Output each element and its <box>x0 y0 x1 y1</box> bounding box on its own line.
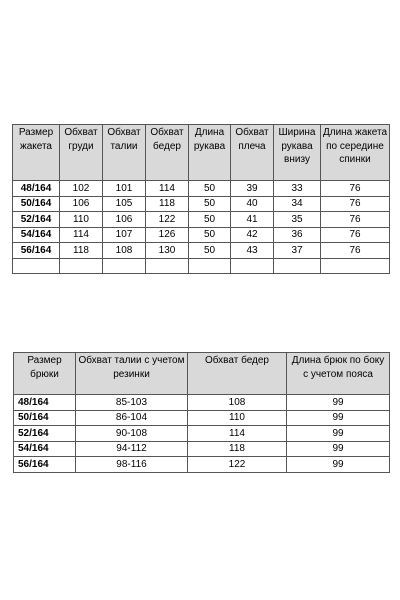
table-row <box>13 227 390 243</box>
table-cell <box>321 258 390 274</box>
table-cell: 37 <box>274 243 321 259</box>
table-cell: 130 <box>146 243 189 259</box>
table-cell: 106 <box>60 196 103 212</box>
size-cell: 54/164 <box>14 441 76 457</box>
size-cell: 48/164 <box>13 181 60 197</box>
table-cell: 76 <box>321 181 390 197</box>
trousers-size-table <box>13 352 390 473</box>
table-cell: 40 <box>231 196 274 212</box>
table-cell: 118 <box>60 243 103 259</box>
jacket-header-size: Размер жакета <box>13 125 60 181</box>
table-cell: 94-112 <box>76 441 188 457</box>
size-cell: 56/164 <box>13 243 60 259</box>
table-cell: 118 <box>188 441 287 457</box>
jacket-size-table <box>12 124 390 274</box>
jacket-header-waist: Обхват талии <box>103 125 146 181</box>
table-cell <box>146 258 189 274</box>
jacket-header-chest: Обхват груди <box>60 125 103 181</box>
table-cell: 126 <box>146 227 189 243</box>
table-cell: 76 <box>321 212 390 228</box>
size-cell: 56/164 <box>14 457 76 473</box>
table-cell: 33 <box>274 181 321 197</box>
table-row <box>14 395 390 411</box>
table-row <box>13 243 390 259</box>
size-cell: 52/164 <box>13 212 60 228</box>
table-cell: 110 <box>188 410 287 426</box>
table-cell: 85-103 <box>76 395 188 411</box>
table-row <box>14 441 390 457</box>
size-cell: 54/164 <box>13 227 60 243</box>
trousers-header-hips: Обхват бедер <box>188 353 287 395</box>
table-cell: 42 <box>231 227 274 243</box>
table-cell: 34 <box>274 196 321 212</box>
table-row <box>14 410 390 426</box>
table-cell: 110 <box>60 212 103 228</box>
table-cell: 76 <box>321 227 390 243</box>
table-cell: 35 <box>274 212 321 228</box>
table-cell: 76 <box>321 196 390 212</box>
size-cell: 52/164 <box>14 426 76 442</box>
table-cell: 50 <box>189 243 231 259</box>
table-cell: 39 <box>231 181 274 197</box>
table-cell: 99 <box>287 441 390 457</box>
table-cell: 107 <box>103 227 146 243</box>
table-cell: 90-108 <box>76 426 188 442</box>
table-cell: 76 <box>321 243 390 259</box>
table-cell: 105 <box>103 196 146 212</box>
table-row <box>14 426 390 442</box>
trousers-header-row <box>14 353 390 395</box>
jacket-header-jacket-length: Длина жакета по середине спинки <box>321 125 390 181</box>
table-cell: 118 <box>146 196 189 212</box>
table-row-empty <box>13 258 390 274</box>
table-cell <box>60 258 103 274</box>
table-cell: 106 <box>103 212 146 228</box>
table-row <box>13 212 390 228</box>
size-cell: 50/164 <box>13 196 60 212</box>
table-cell <box>189 258 231 274</box>
jacket-header-sleeve-width: Ширина рукава внизу <box>274 125 321 181</box>
table-row <box>13 196 390 212</box>
jacket-header-row <box>13 125 390 181</box>
table-cell: 86-104 <box>76 410 188 426</box>
table-cell: 99 <box>287 457 390 473</box>
table-cell: 50 <box>189 196 231 212</box>
jacket-header-shoulder: Обхват плеча <box>231 125 274 181</box>
table-cell: 99 <box>287 426 390 442</box>
trousers-header-size: Размер брюки <box>14 353 76 395</box>
table-cell <box>231 258 274 274</box>
table-cell: 122 <box>188 457 287 473</box>
table-cell: 43 <box>231 243 274 259</box>
jacket-header-sleeve-length: Длина рукава <box>189 125 231 181</box>
table-cell: 108 <box>103 243 146 259</box>
table-cell: 114 <box>146 181 189 197</box>
table-cell <box>103 258 146 274</box>
jacket-header-hips: Обхват бедер <box>146 125 189 181</box>
table-cell <box>274 258 321 274</box>
table-cell: 41 <box>231 212 274 228</box>
table-cell: 114 <box>188 426 287 442</box>
table-cell: 122 <box>146 212 189 228</box>
size-cell: 50/164 <box>14 410 76 426</box>
table-cell: 99 <box>287 410 390 426</box>
trousers-header-length: Длина брюк по боку с учетом пояса <box>287 353 390 395</box>
table-cell: 98-116 <box>76 457 188 473</box>
table-cell: 114 <box>60 227 103 243</box>
table-cell: 101 <box>103 181 146 197</box>
table-cell: 50 <box>189 181 231 197</box>
table-cell: 50 <box>189 212 231 228</box>
size-cell <box>13 258 60 274</box>
size-cell: 48/164 <box>14 395 76 411</box>
table-cell: 108 <box>188 395 287 411</box>
trousers-header-waist: Обхват талии с учетом резинки <box>76 353 188 395</box>
table-row <box>14 457 390 473</box>
table-cell: 36 <box>274 227 321 243</box>
table-row <box>13 181 390 197</box>
table-cell: 99 <box>287 395 390 411</box>
table-cell: 50 <box>189 227 231 243</box>
table-cell: 102 <box>60 181 103 197</box>
